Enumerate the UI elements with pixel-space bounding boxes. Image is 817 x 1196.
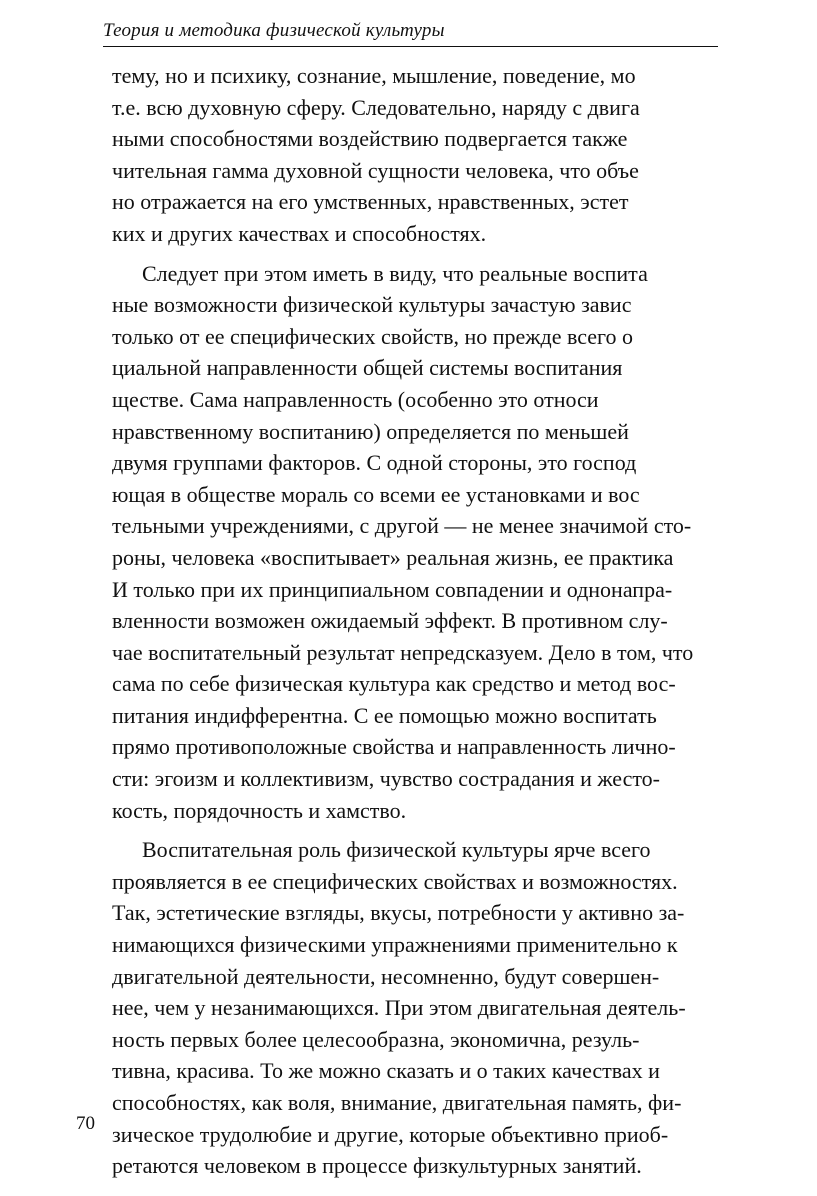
text-line: сти: эгоизм и коллективизм, чувство сострадания и жесто- [112, 766, 660, 792]
text-line: тельными учреждениями, с другой — не менее значимой сто- [112, 513, 692, 539]
text-line: но отражается на его умственных, нравственных, эстет [112, 189, 629, 215]
text-line: роны, человека «воспитывает» реальная жизнь, ее практика [112, 544, 674, 570]
text-line: нравственному воспитанию) определяется по меньшей [112, 418, 629, 444]
text-line: чительная гамма духовной сущности человека, что объе [112, 157, 639, 183]
text-line: ными способностями воздействию подвергается также [112, 126, 628, 152]
paragraph [112, 258, 738, 827]
text-line: тему, но и психику, сознание, мышление, поведение, мо [112, 63, 636, 88]
text-line: ность первых более целесообразна, экономична, резуль- [112, 1026, 640, 1052]
text-line: ких и других качествах и способностях. [112, 220, 487, 246]
text-line: чае воспитательный результат непредсказуем. Дело в том, что [112, 639, 694, 665]
text-line: т.е. всю духовную сферу. Следовательно, наряду с двига [112, 94, 640, 120]
text-line: сама по себе физическая культура как средство и метод вос- [112, 671, 676, 697]
paragraph [112, 60, 738, 250]
running-title: Теория и методика физической культуры [103, 20, 445, 41]
text-line: нее, чем у незанимающихся. При этом двигательная деятель- [112, 995, 686, 1021]
header-rule [103, 46, 718, 47]
text-line: циальной направленности общей системы воспитания [112, 355, 623, 381]
text-line: Следует при этом иметь в виду, что реальные воспита [142, 260, 648, 286]
text-line: зическое трудолюбие и другие, которые объективно приоб- [112, 1121, 669, 1147]
paragraph [112, 834, 738, 1182]
text-line: способностях, как воля, внимание, двигательная память, фи- [112, 1090, 682, 1115]
running-header [103, 20, 723, 47]
paragraph-gap [112, 250, 738, 258]
text-line: двигательной деятельности, несомненно, будут совершен- [112, 963, 660, 989]
text-line: проявляется в ее специфических свойствах и возможностях. [112, 868, 678, 894]
text-line: ные возможности физической культуры зачастую завис [112, 292, 632, 318]
body-text [112, 60, 738, 1182]
text-line: двумя группами факторов. С одной стороны, это господ [112, 450, 637, 476]
text-line: нимающихся физическими упражнениями применительно к [112, 932, 678, 958]
text-line: ющая в обществе мораль со всеми ее установками и вос [112, 481, 640, 507]
text-line: И только при их принципиальном совпадении и однонапра- [112, 576, 673, 602]
text-line: ществе. Сама направленность (особенно это относи [112, 386, 599, 412]
text-line: кость, порядочность и хамство. [112, 797, 407, 823]
text-line: питания индифферентна. С ее помощью можно воспитать [112, 702, 657, 728]
text-line: ретаются человеком в процессе физкультурных занятий. [112, 1153, 642, 1179]
text-line: Так, эстетические взгляды, вкусы, потребности у активно за- [112, 900, 685, 926]
text-line: тивна, красива. То же можно сказать и о таких качествах и [112, 1058, 660, 1084]
text-line: только от ее специфических свойств, но прежде всего о [112, 323, 633, 349]
page-number: 70 [76, 1113, 95, 1134]
text-line: прямо противоположные свойства и направленность лично- [112, 734, 676, 760]
paragraph-gap [112, 826, 738, 834]
text-line: Воспитательная роль физической культуры ярче всего [142, 837, 651, 863]
text-line: вленности возможен ожидаемый эффект. В противном слу- [112, 608, 668, 634]
